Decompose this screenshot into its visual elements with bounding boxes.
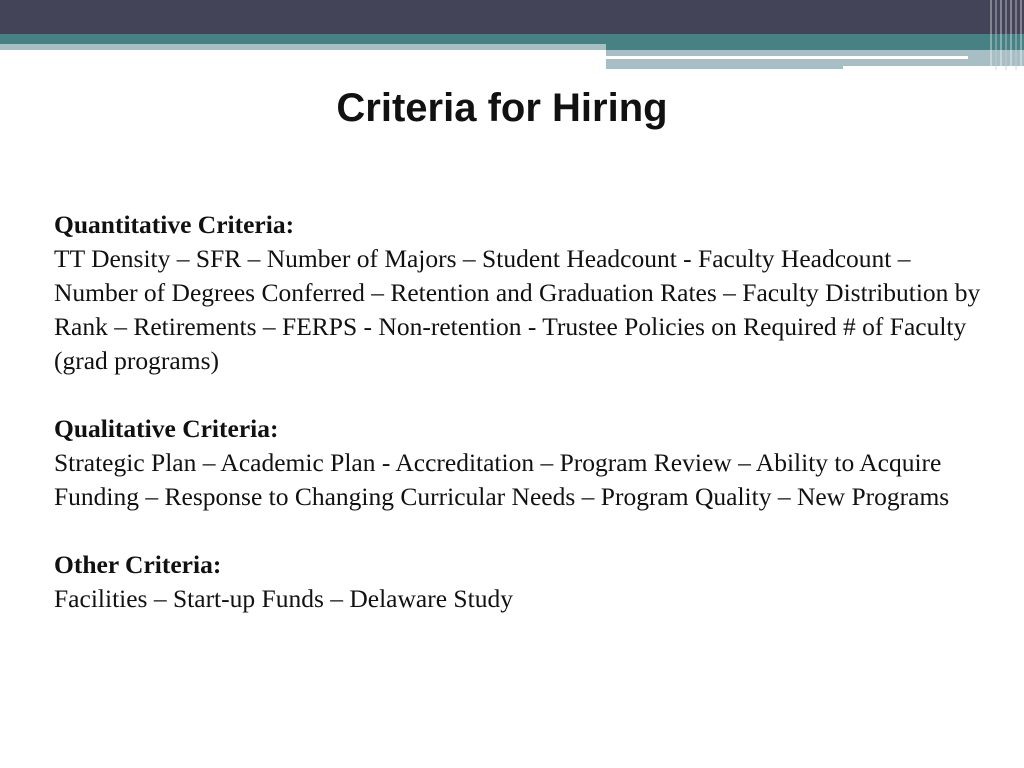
section-heading: Qualitative Criteria: xyxy=(54,414,279,443)
header-banner xyxy=(0,0,1024,34)
other-section xyxy=(54,548,994,616)
section-heading: Other Criteria: xyxy=(54,550,222,579)
section-heading: Quantitative Criteria: xyxy=(54,210,295,239)
banner-stripe xyxy=(0,44,620,50)
banner-stripe xyxy=(0,34,620,44)
section-body: TT Density – SFR – Number of Majors – Student Headcount - Faculty Headcount – Number of Degrees Conferred – Retention and Graduation Rates – Faculty Distribution by Rank – Retirements – FERPS - Non-retention - Trustee Policies on Required # of Faculty (grad programs) xyxy=(54,244,981,375)
banner-vertical-stripes xyxy=(990,0,1024,70)
slide-title: Criteria for Hiring xyxy=(336,86,668,130)
banner-line xyxy=(606,56,968,59)
slide-content xyxy=(54,208,994,650)
section-body: Facilities – Start-up Funds – Delaware Study xyxy=(54,584,513,613)
quantitative-section xyxy=(54,208,994,378)
banner-stripe xyxy=(606,34,1024,50)
section-body: Strategic Plan – Academic Plan - Accreditation – Program Review – Ability to Acquire Funding – Response to Changing Curricular Needs – Program Quality – New Programs xyxy=(54,448,950,511)
qualitative-section xyxy=(54,412,994,514)
banner-stripe xyxy=(606,66,843,69)
